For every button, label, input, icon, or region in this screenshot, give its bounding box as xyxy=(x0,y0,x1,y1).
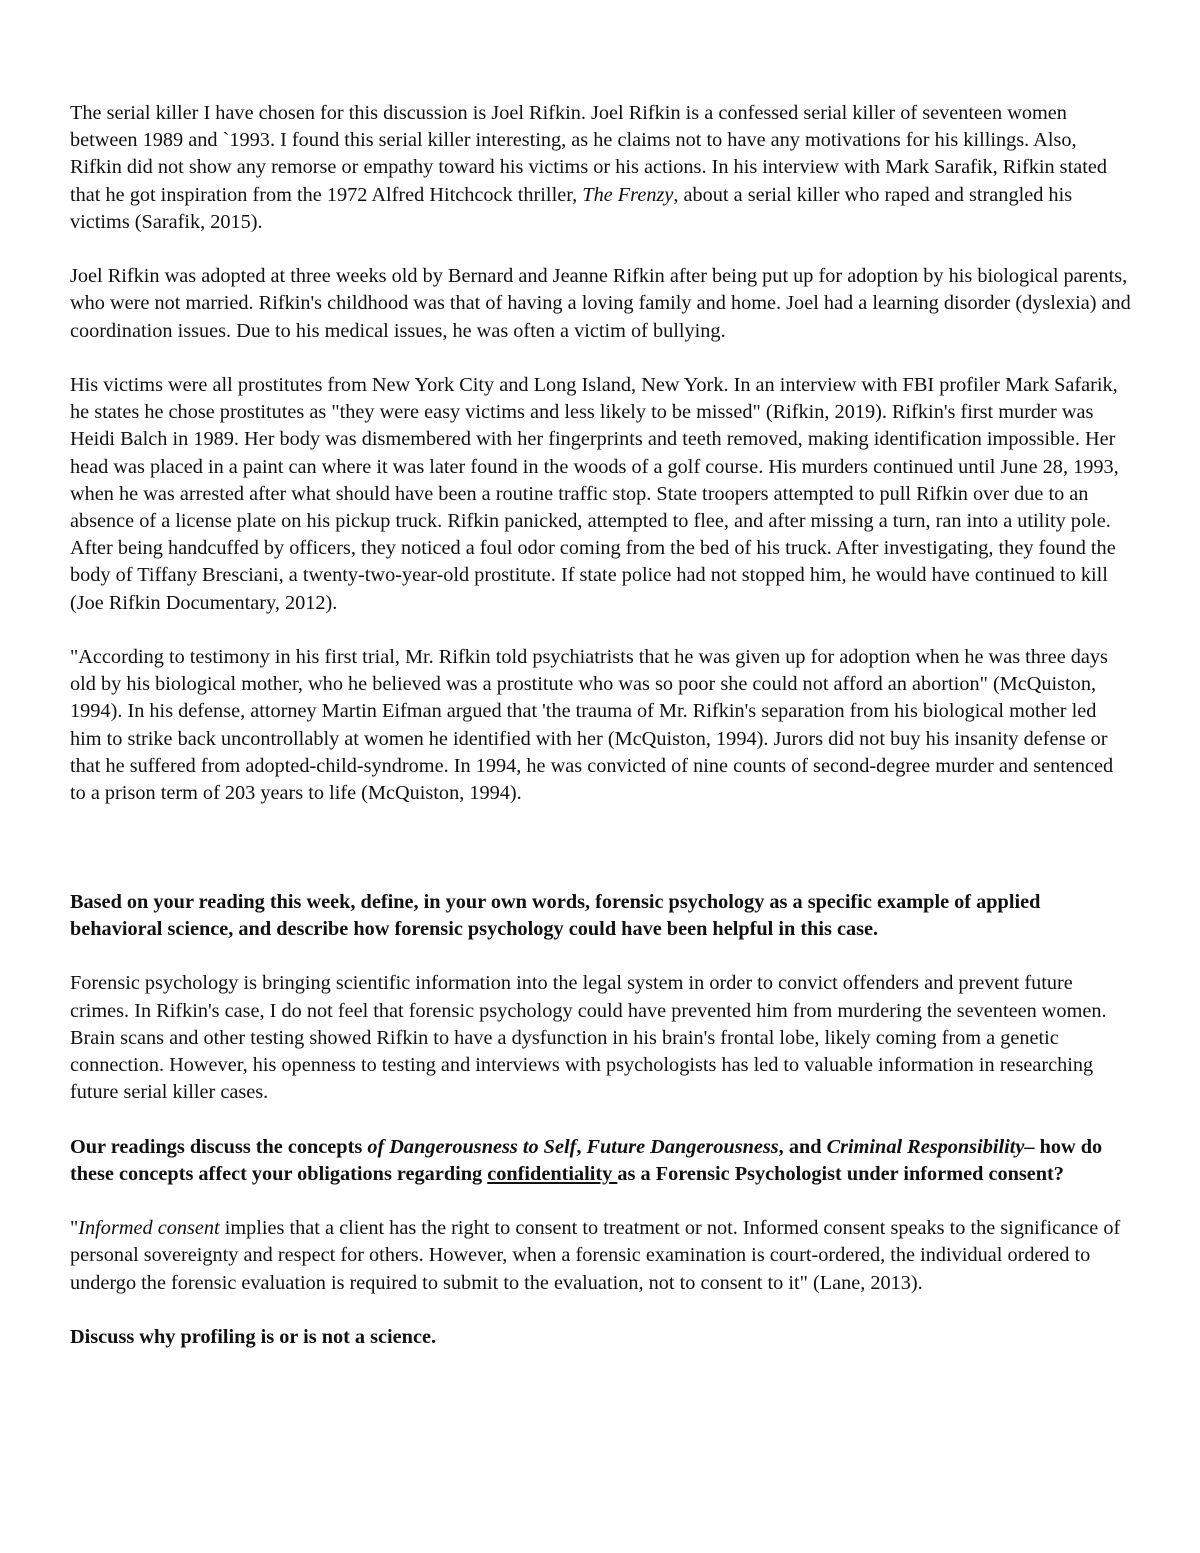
section-spacer xyxy=(70,834,1132,888)
answer-forensic-psychology: Forensic psychology is bringing scientific information into the legal system in order to convict offenders and prevent future crimes. In Rifkin's case, I do not feel that forensic psychology could have prevented him from murdering the seventeen women. Brain scans and other testing showed Rifkin to have a dysfunction in his brain's frontal lobe, likely coming from a genetic connection. However, his openness to testing and interviews with psychologists has led to valuable information in researching future serial killer cases. xyxy=(70,972,1107,1104)
a2-term-informed-consent: Informed consent xyxy=(78,1217,220,1240)
paragraph-childhood: Joel Rifkin was adopted at three weeks old by Bernard and Jeanne Rifkin after being put up for adoption by his biological parents, who were not married. Rifkin's childhood was that of having a loving family and home. Joel had a learning disorder (dyslexia) and coordination issues. Due to his medical issues, he was often a victim of bullying. xyxy=(70,265,1131,342)
q2-text-4: – how do these concepts affect your obligations regarding xyxy=(70,1135,1103,1185)
question-confidentiality xyxy=(70,1134,1132,1188)
paragraph-victims: His victims were all prostitutes from New York City and Long Island, New York. In an interview with FBI profiler Mark Safarik, he states he chose prostitutes as "they were easy victims and less likely to be missed" (Rifkin, 2019). Rifkin's first murder was Heidi Balch in 1989. Her body was dismembered with her fingerprints and teeth removed, making identification impossible. Her head was placed in a paint can where it was later found in the woods of a golf course. His murders continued until June 28, 1993, when he was arrested after what should have been a routine traffic stop. State troopers attempted to pull Rifkin over due to an absence of a license plate on his pickup truck. Rifkin panicked, attempted to flee, and after missing a turn, ran into a utility pole. After being handcuffed by officers, they noticed a foul odor coming from the bed of his truck. After investigating, they found the body of Tiffany Bresciani, a twenty-two-year-old prostitute. If state police had not stopped him, he would have continued to kill (Joe Rifkin Documentary, 2012). xyxy=(70,374,1119,614)
answer-informed-consent xyxy=(70,1215,1132,1297)
q2-term-future-dangerousness: Future Dangerousness xyxy=(586,1135,779,1158)
a2-open-quote: " xyxy=(70,1217,79,1240)
intro-text: The serial killer I have chosen for this discussion is Joel Rifkin. Joel Rifkin is a confessed serial killer of seventeen women between 1989 and `1993. I found this serial killer interesting, as he claims not to have any motivations for his killings. Also, Rifkin did not show any remorse or empathy toward his victims or his actions. In his interview with Mark Sarafik, Rifkin stated that he got inspiration from the 1972 Alfred Hitchcock thriller, xyxy=(70,102,1107,206)
q2-text-2: , xyxy=(576,1135,587,1158)
q2-text-5: as a Forensic Psychologist under informed consent? xyxy=(617,1162,1064,1185)
a2-text: implies that a client has the right to consent to treatment or not. Informed consent speaks to the significance of personal sovereignty and respect for others. However, when a forensic examination is court-ordered, the individual ordered to undergo the forensic evaluation is required to submit to the evaluation, not to consent to it" (Lane, 2013). xyxy=(70,1217,1121,1294)
q2-term-dangerousness-to-self: of Dangerousness to Self xyxy=(367,1135,577,1158)
question-profiling: Discuss why profiling is or is not a science. xyxy=(70,1326,437,1348)
film-title: The Frenzy xyxy=(582,183,674,206)
intro-text-end: , about a serial killer who raped and strangled his victims (Sarafik, 2015). xyxy=(70,183,1073,233)
q2-term-criminal-responsibility: Criminal Responsibility xyxy=(826,1135,1025,1158)
q2-text-3: , and xyxy=(778,1135,827,1158)
paragraph-trial: "According to testimony in his first trial, Mr. Rifkin told psychiatrists that he was given up for adoption when he was three days old by his biological mother, who he believed was a prostitute who was so poor she could not afford an abortion" (McQuiston, 1994). In his defense, attorney Martin Eifman argued that 'the trauma of Mr. Rifkin's separation from his biological mother led him to strike back uncontrollably at women he identified with her (McQuiston, 1994). Jurors did not buy his insanity defense or that he suffered from adopted-child-syndrome. In 1994, he was convicted of nine counts of second-degree murder and sentenced to a prison term of 203 years to life (McQuiston, 1994). xyxy=(70,646,1114,805)
q2-term-confidentiality: confidentiality xyxy=(487,1162,618,1185)
document-page xyxy=(70,100,1132,1378)
q2-text-1: Our readings discuss the concepts xyxy=(70,1135,368,1158)
paragraph-introduction xyxy=(70,100,1132,236)
question-forensic-psychology: Based on your reading this week, define, in your own words, forensic psychology as a specific example of applied behavioral science, and describe how forensic psychology could have been helpful in this case. xyxy=(70,890,1041,941)
